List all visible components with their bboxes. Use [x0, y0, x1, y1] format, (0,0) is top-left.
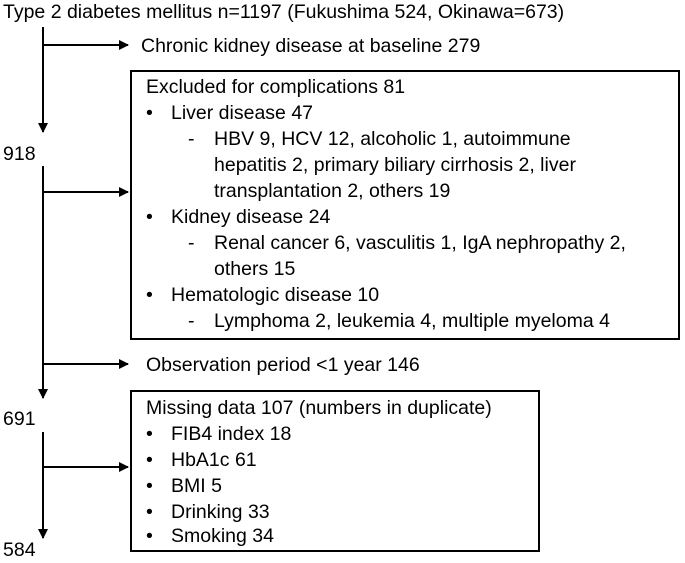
bullet-icon: •	[146, 501, 153, 523]
bullet-icon: •	[146, 206, 153, 228]
hematologic-disease-label: Hematologic disease 10	[171, 284, 380, 306]
exclusion-observation: Observation period <1 year 146	[146, 354, 420, 376]
liver-disease-label: Liver disease 47	[171, 102, 314, 124]
count-918: 918	[3, 143, 36, 165]
kidney-disease-label: Kidney disease 24	[171, 206, 331, 228]
bullet-icon: •	[146, 102, 153, 124]
dash-icon: -	[188, 310, 195, 332]
missing-item: BMI 5	[171, 475, 222, 497]
missing-item: FIB4 index 18	[171, 423, 292, 445]
dash-icon: -	[188, 232, 195, 254]
dash-icon: -	[188, 128, 195, 150]
hematologic-detail-line: Lymphoma 2, leukemia 4, multiple myeloma 4	[214, 310, 610, 332]
kidney-detail-line: others 15	[214, 258, 296, 280]
liver-detail-line: HBV 9, HCV 12, alcoholic 1, autoimmune	[214, 128, 571, 150]
missing-item: Smoking 34	[171, 525, 274, 547]
bullet-icon: •	[146, 449, 153, 471]
missing-item: Drinking 33	[171, 501, 270, 523]
bullet-icon: •	[146, 423, 153, 445]
bullet-icon: •	[146, 284, 153, 306]
missing-item: HbA1c 61	[171, 449, 257, 471]
population-header: Type 2 diabetes mellitus n=1197 (Fukushima 524, Okinawa=673)	[3, 1, 565, 23]
count-691: 691	[3, 408, 36, 430]
missing-data-title: Missing data 107 (numbers in duplicate)	[146, 397, 492, 419]
count-584: 584	[3, 539, 36, 561]
complications-title: Excluded for complications 81	[146, 76, 406, 98]
bullet-icon: •	[146, 475, 153, 497]
kidney-detail-line: Renal cancer 6, vasculitis 1, IgA nephropathy 2,	[214, 232, 626, 254]
liver-detail-line: hepatitis 2, primary biliary cirrhosis 2, liver	[214, 154, 576, 176]
exclusion-ckd: Chronic kidney disease at baseline 279	[141, 35, 481, 57]
liver-detail-line: transplantation 2, others 19	[214, 180, 451, 202]
bullet-icon: •	[146, 525, 153, 547]
